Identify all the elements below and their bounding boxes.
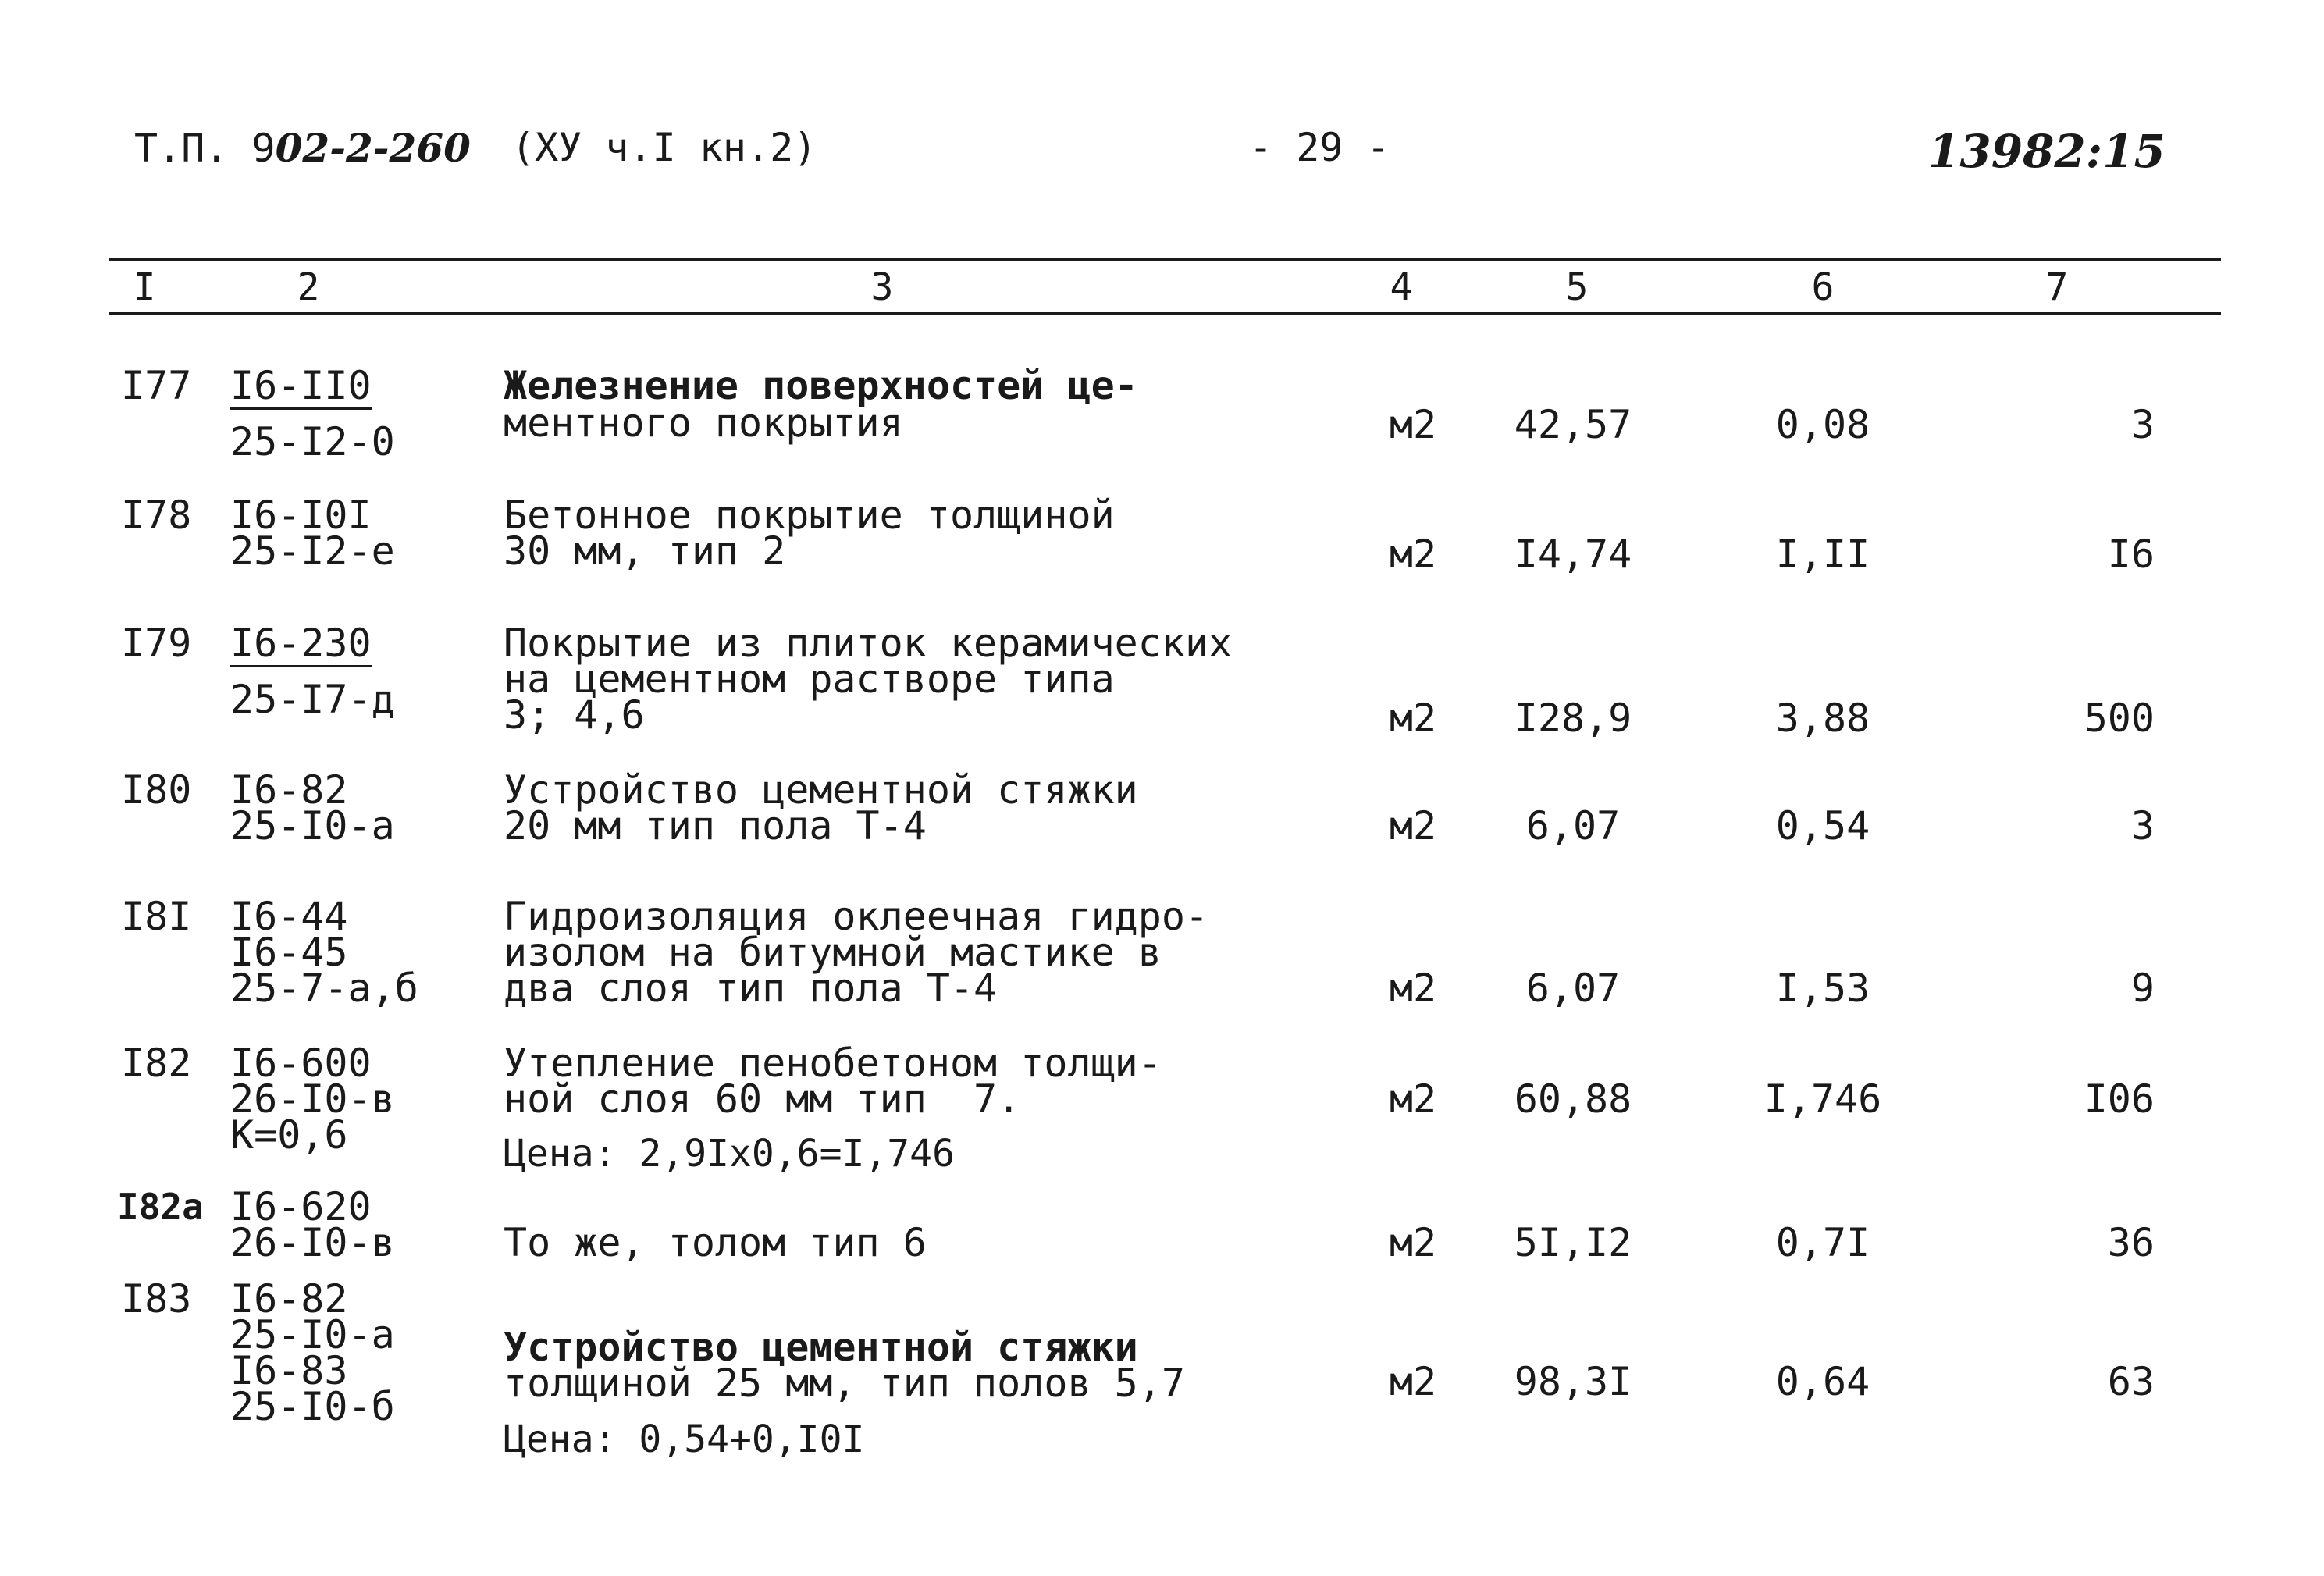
row-number: I79 bbox=[121, 621, 192, 666]
table-header-rule bbox=[109, 312, 2221, 315]
unit: м2 bbox=[1389, 696, 1437, 741]
row-number: I83 bbox=[121, 1276, 192, 1322]
doc-code-handwritten: 02-2-260 bbox=[275, 125, 471, 171]
work-description: Железнение поверхностей це- bbox=[504, 363, 1138, 408]
rate-code: 25-I0-а bbox=[230, 1312, 395, 1357]
work-description: на цементном растворе типа bbox=[504, 656, 1115, 702]
total-cost: 500 bbox=[2084, 696, 2155, 741]
rate-code: 25-I7-д bbox=[230, 677, 395, 722]
total-cost: I6 bbox=[2107, 532, 2155, 577]
rate-code: 25-I0-а bbox=[230, 803, 395, 848]
unit-price: I,II bbox=[1775, 532, 1870, 577]
rate-code: I6-230 bbox=[230, 621, 372, 666]
quantity: 42,57 bbox=[1514, 402, 1632, 447]
unit-price: 0,08 bbox=[1775, 402, 1870, 447]
unit-price: 3,88 bbox=[1775, 696, 1870, 741]
rate-code: 25-I2-0 bbox=[230, 419, 395, 464]
total-cost: 3 bbox=[2130, 803, 2155, 848]
column-header-2: 2 bbox=[297, 265, 320, 309]
unit: м2 bbox=[1389, 532, 1437, 577]
work-description: 3; 4,6 bbox=[504, 692, 645, 738]
rate-code: I6-44 bbox=[230, 894, 348, 939]
column-header-4: 4 bbox=[1390, 265, 1413, 309]
total-cost: 9 bbox=[2130, 966, 2155, 1011]
work-description: 30 мм, тип 2 bbox=[504, 528, 786, 574]
unit: м2 bbox=[1389, 803, 1437, 848]
unit: м2 bbox=[1389, 966, 1437, 1011]
total-cost: 3 bbox=[2130, 402, 2155, 447]
quantity: I4,74 bbox=[1514, 532, 1632, 577]
row-number: I77 bbox=[121, 363, 192, 408]
reference-number-handwritten: 13982:15 bbox=[1928, 125, 2166, 178]
column-header-6: 6 bbox=[1811, 265, 1835, 309]
work-description: То же, толом тип 6 bbox=[504, 1220, 927, 1265]
rate-code: 25-I2-е bbox=[230, 528, 395, 574]
unit-price: I,746 bbox=[1763, 1076, 1882, 1122]
column-header-1: I bbox=[133, 265, 156, 309]
column-header-5: 5 bbox=[1565, 265, 1589, 309]
unit-price: 0,64 bbox=[1775, 1359, 1870, 1404]
rate-code: 26-I0-в bbox=[230, 1076, 395, 1122]
rate-code: К=0,6 bbox=[230, 1112, 348, 1158]
rate-code: 25-7-а,б bbox=[230, 966, 418, 1011]
unit-price: 0,7I bbox=[1775, 1220, 1870, 1265]
price-note: Цена: 0,54+0,I0I bbox=[504, 1418, 865, 1461]
price-note: Цена: 2,9Iх0,6=I,746 bbox=[504, 1132, 955, 1176]
row-number: I80 bbox=[121, 767, 192, 813]
rate-code: I6-82 bbox=[230, 767, 348, 813]
unit: м2 bbox=[1389, 402, 1437, 447]
quantity: 60,88 bbox=[1514, 1076, 1632, 1122]
work-description: Бетонное покрытие толщиной bbox=[504, 493, 1115, 538]
quantity: 6,07 bbox=[1525, 966, 1621, 1011]
rate-code: I6-45 bbox=[230, 930, 348, 975]
row-number: I78 bbox=[121, 493, 192, 538]
row-number: I8I bbox=[121, 894, 192, 939]
work-description: Устройство цементной стяжки bbox=[504, 767, 1138, 813]
doc-subtitle: (ХУ ч.I кн.2) bbox=[511, 125, 817, 170]
work-description: Устройство цементной стяжки bbox=[504, 1325, 1138, 1370]
total-cost: 63 bbox=[2107, 1359, 2155, 1404]
row-number: I82 bbox=[121, 1041, 192, 1086]
work-description: толщиной 25 мм, тип полов 5,7 bbox=[504, 1361, 1185, 1406]
rate-code: I6-83 bbox=[230, 1348, 348, 1393]
table-top-rule bbox=[109, 258, 2221, 261]
work-description: Покрытие из плиток керамических bbox=[504, 621, 1233, 666]
column-header-3: 3 bbox=[870, 265, 894, 309]
work-description: ной слоя 60 мм тип 7. bbox=[504, 1076, 1021, 1122]
unit: м2 bbox=[1389, 1076, 1437, 1122]
quantity: 6,07 bbox=[1525, 803, 1621, 848]
work-description: ментного покрытия bbox=[504, 400, 903, 446]
doc-prefix: Т.П. 9 bbox=[134, 126, 276, 171]
work-description: два слоя тип пола Т-4 bbox=[504, 966, 998, 1011]
unit-price: I,53 bbox=[1775, 966, 1870, 1011]
column-header-7: 7 bbox=[2045, 265, 2069, 309]
unit-price: 0,54 bbox=[1775, 803, 1870, 848]
row-number: I82а bbox=[117, 1186, 204, 1228]
rate-code: I6-82 bbox=[230, 1276, 348, 1322]
unit: м2 bbox=[1389, 1359, 1437, 1404]
total-cost: 36 bbox=[2107, 1220, 2155, 1265]
page-number: - 29 - bbox=[1249, 125, 1390, 170]
work-description: изолом на битумной мастике в bbox=[504, 930, 1162, 975]
doc-reference bbox=[134, 125, 471, 171]
rate-code: I6-I0I bbox=[230, 493, 372, 538]
unit: м2 bbox=[1389, 1220, 1437, 1265]
rate-code: I6-II0 bbox=[230, 363, 372, 408]
work-description: Гидроизоляция оклеечная гидро- bbox=[504, 894, 1209, 939]
rate-code: I6-600 bbox=[230, 1041, 372, 1086]
rate-code: 25-I0-б bbox=[230, 1384, 395, 1429]
rate-code: 26-I0-в bbox=[230, 1220, 395, 1265]
total-cost: I06 bbox=[2084, 1076, 2155, 1122]
work-description: 20 мм тип пола Т-4 bbox=[504, 803, 927, 848]
work-description: Утепление пенобетоном толщи- bbox=[504, 1041, 1162, 1086]
quantity: I28,9 bbox=[1514, 696, 1632, 741]
quantity: 98,3I bbox=[1514, 1359, 1632, 1404]
quantity: 5I,I2 bbox=[1514, 1220, 1632, 1265]
rate-code: I6-620 bbox=[230, 1184, 372, 1229]
